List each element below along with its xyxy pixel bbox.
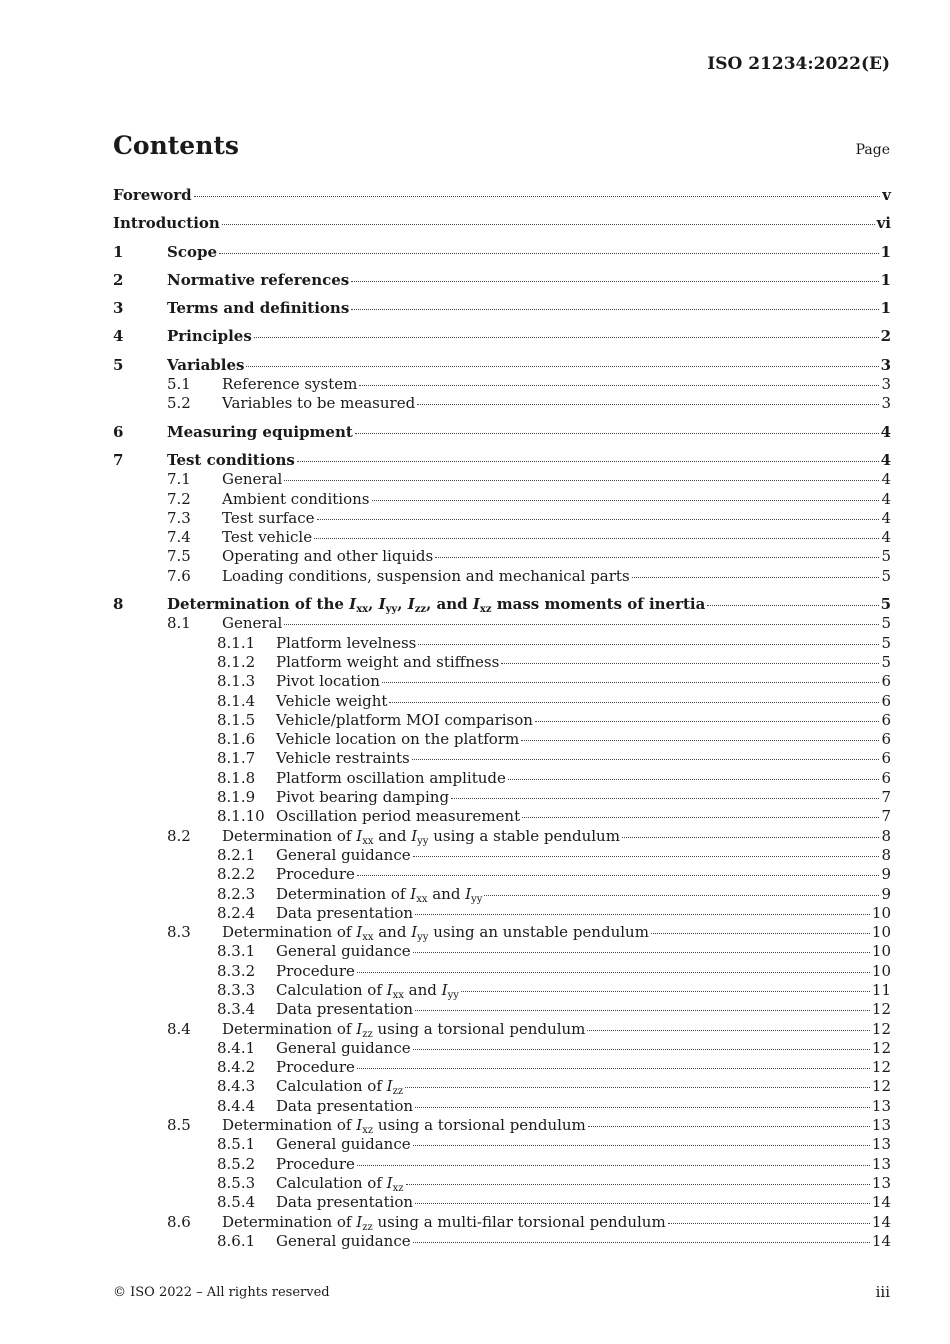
toc-entry-page: 13	[871, 1173, 891, 1192]
toc-entry-page: 5	[880, 595, 891, 614]
dot-leader	[254, 337, 879, 338]
toc-entry-number: 8.1.7	[217, 749, 256, 768]
toc-entry-page: 6	[881, 710, 891, 729]
toc-entry-number: 1	[113, 242, 124, 261]
toc-entry-number: 8.6	[167, 1212, 191, 1231]
dot-leader	[668, 1223, 870, 1224]
toc-entry-page: 6	[881, 691, 891, 710]
toc-entry[interactable]	[113, 711, 891, 730]
toc-entry[interactable]	[113, 1135, 891, 1154]
toc-entry-page: 12	[871, 1058, 891, 1077]
document-id: ISO 21234:2022(E)	[707, 54, 890, 74]
dot-leader	[413, 1145, 870, 1146]
toc-entry-page: 8	[881, 826, 891, 845]
toc-entry-page: 14	[871, 1212, 891, 1231]
toc-entry-page: 1	[880, 299, 891, 318]
dot-leader	[522, 817, 879, 818]
toc-entry-title: Procedure	[276, 1058, 355, 1077]
toc-entry-number: 6	[113, 422, 124, 441]
toc-entry-title: Test surface	[222, 508, 315, 527]
toc-entry[interactable]	[113, 595, 891, 614]
toc-entry-number: 8.1	[167, 614, 191, 633]
toc-entry[interactable]	[113, 923, 891, 942]
toc-entry-number: 8.3.4	[217, 1000, 256, 1019]
toc-entry-page: 12	[871, 1038, 891, 1057]
toc-entry-title: Vehicle/platform MOI comparison	[276, 710, 533, 729]
toc-entry-page: 10	[871, 961, 891, 980]
toc-entry-number: 8.1.2	[217, 652, 256, 671]
toc-entry-title: Determination of $I_{xx}$ and $I_{yy}$ using an unstable pendulum	[222, 923, 649, 944]
toc-entry[interactable]	[113, 614, 891, 633]
toc-entry-page: 8	[881, 845, 891, 864]
toc-entry-number: 8.1.6	[217, 730, 256, 749]
toc-entry-page: 3	[881, 394, 891, 413]
dot-leader	[535, 721, 880, 722]
toc-entry-number: 8.2	[167, 826, 191, 845]
toc-entry-number: 8.5.2	[217, 1154, 256, 1173]
toc-entry[interactable]	[113, 1039, 891, 1058]
dot-leader	[357, 972, 870, 973]
toc-entry[interactable]	[113, 634, 891, 653]
toc-entry-title: General guidance	[276, 1135, 411, 1154]
toc-entry[interactable]	[113, 1174, 891, 1193]
dot-leader	[314, 538, 879, 539]
dot-leader	[588, 1126, 870, 1127]
toc-entry-page: 2	[880, 327, 891, 346]
toc-entry-title: Platform levelness	[276, 633, 417, 652]
toc-entry[interactable]	[113, 1000, 891, 1019]
page-number: iii	[875, 1283, 890, 1301]
toc-entry[interactable]	[113, 1077, 891, 1096]
toc-entry[interactable]	[113, 547, 891, 566]
toc-entry[interactable]	[113, 692, 891, 711]
toc-entry-page: 1	[880, 270, 891, 289]
dot-leader	[284, 480, 879, 481]
dot-leader	[632, 577, 880, 578]
toc-entry-number: 8.1.3	[217, 672, 256, 691]
toc-entry-title: Determination of $I_{zz}$ using a multi-filar torsional pendulum	[222, 1212, 666, 1233]
toc-entry[interactable]	[113, 509, 891, 528]
toc-entry-number: 3	[113, 299, 124, 318]
toc-entry[interactable]	[113, 470, 891, 489]
toc-entry-page: 6	[881, 768, 891, 787]
toc-entry[interactable]	[113, 788, 891, 807]
toc-entry-page: 7	[881, 788, 891, 807]
toc-entry[interactable]	[113, 490, 891, 509]
toc-entry[interactable]	[113, 653, 891, 672]
toc-entry-page: 10	[871, 942, 891, 961]
toc-entry-page: 13	[871, 1135, 891, 1154]
toc-entry[interactable]	[113, 1116, 891, 1135]
toc-entry-title: Determination of $I_{zz}$ using a torsional pendulum	[222, 1019, 586, 1040]
toc-entry-title: General	[222, 470, 283, 489]
toc-entry[interactable]	[113, 1232, 891, 1251]
toc-entry-page: 4	[881, 489, 891, 508]
toc-entry-number: 8.4.1	[217, 1038, 256, 1057]
toc-entry-number: 2	[113, 270, 124, 289]
toc-entry-page: 9	[881, 884, 891, 903]
toc-entry-number: 8.2.4	[217, 903, 256, 922]
toc-entry-number: 7.6	[167, 566, 191, 585]
page-title: Contents	[113, 131, 240, 160]
toc-entry[interactable]	[113, 375, 891, 394]
dot-leader	[413, 856, 880, 857]
toc-entry-title: Operating and other liquids	[222, 547, 434, 566]
toc-entry-title: Determination of $I_{xx}$ and $I_{yy}$ using a stable pendulum	[222, 826, 620, 847]
dot-leader	[451, 798, 879, 799]
dot-leader	[418, 644, 879, 645]
toc-entry-title: Scope	[167, 242, 218, 261]
toc-entry-number: 7.1	[167, 470, 191, 489]
toc-entry-number: 7.3	[167, 508, 191, 527]
toc-entry[interactable]	[113, 1097, 891, 1116]
toc-entry-title: General	[222, 614, 283, 633]
toc-entry[interactable]	[113, 672, 891, 691]
dot-leader	[413, 952, 870, 953]
toc-entry-page: v	[882, 186, 891, 204]
toc-entry-number: 8.2.2	[217, 865, 256, 884]
toc-entry[interactable]	[113, 243, 891, 262]
toc-entry-title: Reference system	[222, 375, 358, 394]
toc-entry[interactable]	[113, 356, 891, 375]
dot-leader	[355, 433, 879, 434]
toc-entry[interactable]	[113, 885, 891, 904]
toc-entry-number: 8.5.3	[217, 1173, 256, 1192]
toc-entry-number: 8.1.4	[217, 691, 256, 710]
table-of-contents	[113, 186, 891, 1251]
toc-entry-page: 10	[871, 923, 891, 942]
toc-entry-title: Vehicle weight	[276, 691, 388, 710]
toc-entry-title: General guidance	[276, 1038, 411, 1057]
toc-entry-number: 7.2	[167, 489, 191, 508]
toc-entry-title: Vehicle restraints	[276, 749, 410, 768]
toc-entry[interactable]	[113, 186, 891, 205]
toc-entry-number: 8.3.1	[217, 942, 256, 961]
toc-entry-title: Calculation of $I_{xz}$	[276, 1173, 404, 1194]
dot-leader	[357, 1165, 870, 1166]
dot-leader	[405, 1087, 870, 1088]
toc-entry[interactable]	[113, 1020, 891, 1039]
toc-entry-number: 7.4	[167, 528, 191, 547]
toc-entry-page: 6	[881, 672, 891, 691]
toc-entry-title: Platform weight and stiffness	[276, 652, 500, 671]
toc-entry[interactable]	[113, 423, 891, 442]
toc-entry[interactable]	[113, 1058, 891, 1077]
toc-entry-number: 5.2	[167, 394, 191, 413]
toc-entry[interactable]	[113, 807, 891, 826]
toc-entry[interactable]	[113, 394, 891, 413]
dot-leader	[222, 224, 875, 225]
toc-entry[interactable]	[113, 214, 891, 233]
toc-entry-title: Determination of $I_{xz}$ using a torsional pendulum	[222, 1116, 586, 1137]
toc-entry-page: 13	[871, 1096, 891, 1115]
dot-leader	[246, 366, 878, 367]
toc-entry[interactable]	[113, 769, 891, 788]
toc-entry-page: 6	[881, 749, 891, 768]
toc-entry-page: 3	[880, 355, 891, 374]
toc-entry-page: 4	[880, 450, 891, 469]
toc-entry-title: Calculation of $I_{xx}$ and $I_{yy}$	[276, 980, 459, 1001]
toc-entry[interactable]	[113, 827, 891, 846]
toc-entry-number: 8.2.1	[217, 845, 256, 864]
toc-entry-title: Variables	[167, 355, 245, 374]
dot-leader	[415, 1107, 870, 1108]
toc-entry-number: 8.1.5	[217, 710, 256, 729]
dot-leader	[521, 740, 879, 741]
dot-leader	[501, 663, 879, 664]
toc-entry-title: Calculation of $I_{zz}$	[276, 1077, 404, 1098]
toc-entry-page: 6	[881, 730, 891, 749]
toc-entry-title: Data presentation	[276, 1193, 414, 1212]
toc-entry-number: 8	[113, 595, 124, 614]
dot-leader	[357, 1068, 870, 1069]
dot-leader	[707, 605, 878, 606]
toc-entry-title: Data presentation	[276, 1000, 414, 1019]
toc-entry-page: 12	[871, 1000, 891, 1019]
toc-entry-number: 5.1	[167, 375, 191, 394]
toc-entry-page: 4	[880, 422, 891, 441]
toc-entry-title: Pivot location	[276, 672, 380, 691]
toc-entry[interactable]	[113, 749, 891, 768]
toc-entry-number: 8.1.8	[217, 768, 256, 787]
toc-entry-page: 4	[881, 528, 891, 547]
toc-entry-number: 8.5	[167, 1116, 191, 1135]
dot-leader	[415, 1203, 870, 1204]
toc-entry[interactable]	[113, 1213, 891, 1232]
toc-entry-page: 5	[881, 614, 891, 633]
toc-entry-title: Platform oscillation amplitude	[276, 768, 506, 787]
toc-entry-number: 8.4.2	[217, 1058, 256, 1077]
dot-leader	[194, 196, 881, 197]
toc-entry-page: 5	[881, 633, 891, 652]
dot-leader	[389, 702, 879, 703]
toc-entry-page: 11	[871, 980, 891, 999]
toc-entry-page: 13	[871, 1116, 891, 1135]
toc-entry-title: Foreword	[113, 186, 192, 204]
toc-entry-number: 8.1.9	[217, 788, 256, 807]
dot-leader	[351, 281, 878, 282]
dot-leader	[435, 557, 879, 558]
dot-leader	[622, 837, 880, 838]
toc-entry-number: 8.4.3	[217, 1077, 256, 1096]
toc-entry[interactable]	[113, 528, 891, 547]
dot-leader	[317, 519, 880, 520]
toc-entry-page: 9	[881, 865, 891, 884]
dot-leader	[357, 875, 880, 876]
toc-entry-title: Normative references	[167, 270, 350, 289]
toc-entry-page: 12	[871, 1077, 891, 1096]
toc-entry-page: 7	[881, 807, 891, 826]
toc-entry-title: Procedure	[276, 865, 355, 884]
toc-entry-number: 8.4.4	[217, 1096, 256, 1115]
dot-leader	[372, 500, 880, 501]
toc-entry-number: 8.4	[167, 1019, 191, 1038]
toc-entry-title: Test vehicle	[222, 528, 313, 547]
dot-leader	[382, 682, 880, 683]
toc-entry-number: 8.3	[167, 923, 191, 942]
toc-entry-page: 13	[871, 1154, 891, 1173]
toc-entry-number: 8.5.4	[217, 1193, 256, 1212]
toc-entry-number: 4	[113, 327, 124, 346]
toc-entry-title: Data presentation	[276, 903, 414, 922]
toc-entry-title: Oscillation period measurement	[276, 807, 521, 826]
dot-leader	[461, 991, 870, 992]
dot-leader	[219, 253, 879, 254]
toc-entry-title: Test conditions	[167, 450, 295, 469]
page-column-label: Page	[855, 142, 890, 158]
dot-leader	[415, 914, 870, 915]
toc-entry-page: 5	[881, 566, 891, 585]
toc-entry[interactable]	[113, 942, 891, 961]
toc-entry-title: Introduction	[113, 214, 220, 233]
toc-entry-number: 8.3.3	[217, 980, 256, 999]
toc-entry[interactable]	[113, 730, 891, 749]
copyright-notice: © ISO 2022 – All rights reserved	[113, 1285, 330, 1300]
dot-leader	[359, 385, 879, 386]
toc-entry-title: Loading conditions, suspension and mechanical parts	[222, 566, 630, 585]
toc-entry-page: 4	[881, 508, 891, 527]
toc-entry[interactable]	[113, 846, 891, 865]
toc-entry-title: Principles	[167, 327, 252, 346]
toc-entry-page: 14	[871, 1231, 891, 1250]
toc-entry[interactable]	[113, 904, 891, 923]
toc-entry-title: Data presentation	[276, 1096, 414, 1115]
toc-entry[interactable]	[113, 271, 891, 290]
toc-entry-number: 8.1.1	[217, 633, 256, 652]
toc-entry[interactable]	[113, 327, 891, 346]
toc-entry-number: 7.5	[167, 547, 191, 566]
toc-entry-title: General guidance	[276, 845, 411, 864]
toc-entry-number: 8.1.10	[217, 807, 265, 826]
toc-entry-page: 4	[881, 470, 891, 489]
toc-entry[interactable]	[113, 567, 891, 586]
toc-entry[interactable]	[113, 865, 891, 884]
toc-entry-title: Determination of the $I_{xx}$, $I_{yy}$, $I_{zz}$, and $I_{xz}$ mass moments of inertia	[167, 595, 706, 616]
toc-entry[interactable]	[113, 451, 891, 470]
dot-leader	[284, 624, 879, 625]
toc-entry-page: 5	[881, 547, 891, 566]
toc-entry-number: 8.3.2	[217, 961, 256, 980]
toc-entry-page: 14	[871, 1193, 891, 1212]
toc-entry-title: General guidance	[276, 942, 411, 961]
toc-entry-title: Terms and definitions	[167, 299, 350, 318]
toc-entry-page: 1	[880, 242, 891, 261]
toc-entry-title: Measuring equipment	[167, 422, 353, 441]
dot-leader	[351, 309, 878, 310]
toc-entry-number: 8.2.3	[217, 884, 256, 903]
dot-leader	[413, 1049, 870, 1050]
toc-entry-title: Ambient conditions	[222, 489, 370, 508]
toc-entry-page: 5	[881, 652, 891, 671]
toc-entry-page: 12	[871, 1019, 891, 1038]
toc-entry-page: 10	[871, 903, 891, 922]
dot-leader	[587, 1030, 869, 1031]
toc-entry[interactable]	[113, 981, 891, 1000]
toc-entry[interactable]	[113, 962, 891, 981]
toc-entry-number: 8.6.1	[217, 1231, 256, 1250]
dot-leader	[297, 461, 879, 462]
dot-leader	[484, 895, 879, 896]
dot-leader	[417, 404, 879, 405]
dot-leader	[508, 779, 880, 780]
toc-entry-page: 3	[881, 375, 891, 394]
toc-entry-page: vi	[876, 214, 891, 233]
toc-entry-number: 5	[113, 355, 124, 374]
toc-entry-title: Procedure	[276, 1154, 355, 1173]
toc-entry-title: Determination of $I_{xx}$ and $I_{yy}$	[276, 884, 483, 905]
dot-leader	[406, 1184, 870, 1185]
dot-leader	[412, 759, 880, 760]
dot-leader	[651, 933, 870, 934]
toc-entry-title: Vehicle location on the platform	[276, 730, 520, 749]
toc-entry-number: 8.5.1	[217, 1135, 256, 1154]
toc-entry-title: Procedure	[276, 961, 355, 980]
toc-entry-title: General guidance	[276, 1231, 411, 1250]
toc-entry[interactable]	[113, 1193, 891, 1212]
toc-entry[interactable]	[113, 299, 891, 318]
toc-entry-number: 7	[113, 450, 124, 469]
toc-entry[interactable]	[113, 1155, 891, 1174]
dot-leader	[413, 1242, 870, 1243]
toc-entry-title: Pivot bearing damping	[276, 788, 450, 807]
dot-leader	[415, 1010, 870, 1011]
toc-entry-title: Variables to be measured	[222, 394, 416, 413]
